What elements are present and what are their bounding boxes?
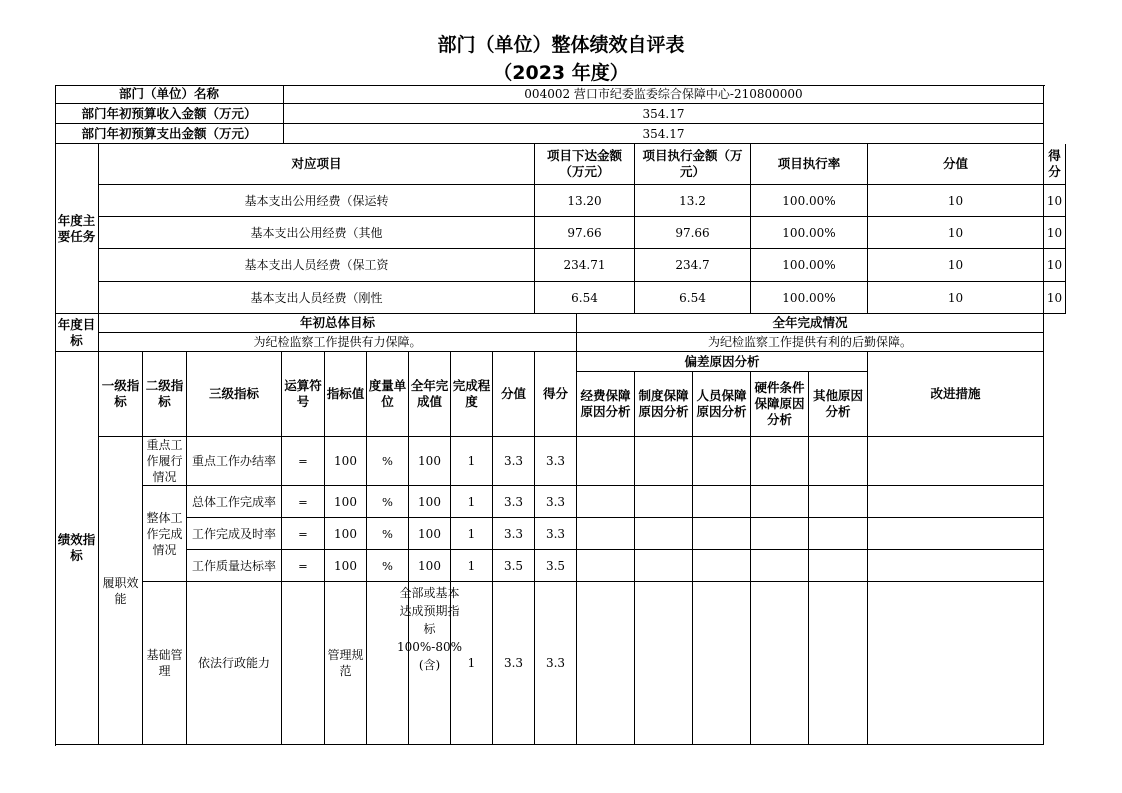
tasks-col-project: 对应项目 [99,144,535,185]
deviation-col-hardware: 硬件条件保障原因分析 [751,372,809,437]
task-project: 基本支出公用经费（其他 [99,217,535,249]
task-executed: 234.7 [635,249,751,282]
operator-cell: = [282,486,325,518]
target-cell: 管理规范 [325,582,367,745]
task-rate: 100.00% [751,282,868,314]
degree-cell: 1 [451,437,493,486]
deviation-col-personnel: 人员保障原因分析 [693,372,751,437]
task-allocated: 234.71 [535,249,635,282]
perf-col-score: 得分 [535,352,577,437]
level1-indicator: 履职效能 [99,437,143,745]
deviation-cell [693,437,751,486]
points-cell: 3.3 [493,437,535,486]
degree-cell: 1 [451,582,493,745]
task-project: 基本支出人员经费（刚性 [99,282,535,314]
operator-cell: = [282,437,325,486]
tasks-col-allocated: 项目下达金额（万元） [535,144,635,185]
perf-col-target: 指标值 [325,352,367,437]
deviation-cell [577,486,635,518]
goals-initial-text: 为纪检监察工作提供有力保障。 [99,333,577,352]
income-label: 部门年初预算收入金额（万元） [55,104,284,124]
score-cell: 3.3 [535,437,577,486]
improvement-header: 改进措施 [868,352,1044,437]
deviation-cell [809,550,868,582]
tasks-col-executed: 项目执行金额（万元） [635,144,751,185]
operator-cell: = [282,518,325,550]
perf-col-level2: 二级指标 [143,352,187,437]
deviation-cell [751,486,809,518]
task-allocated: 97.66 [535,217,635,249]
points-cell: 3.3 [493,582,535,745]
task-executed: 13.2 [635,185,751,217]
perf-col-operator: 运算符号 [282,352,325,437]
tasks-col-rate: 项目执行率 [751,144,868,185]
income-value: 354.17 [284,104,1044,124]
perf-col-level3: 三级指标 [187,352,282,437]
level3-indicator: 工作质量达标率 [187,550,282,582]
target-cell: 100 [325,550,367,582]
deviation-cell [809,486,868,518]
unit-cell: % [367,550,409,582]
deviation-cell [751,582,809,745]
target-cell: 100 [325,486,367,518]
task-points: 10 [868,185,1044,217]
score-cell: 3.5 [535,550,577,582]
level2-indicator: 重点工作履行情况 [143,437,187,486]
task-rate: 100.00% [751,217,868,249]
task-executed: 6.54 [635,282,751,314]
perf-col-points: 分值 [493,352,535,437]
perf-col-degree: 完成程度 [451,352,493,437]
degree-cell: 1 [451,486,493,518]
deviation-cell [751,518,809,550]
score-cell: 3.3 [535,582,577,745]
target-cell: 100 [325,437,367,486]
actual-cell: 100 [409,437,451,486]
deviation-cell [635,486,693,518]
deviation-col-other: 其他原因分析 [809,372,868,437]
task-score: 10 [1044,217,1066,249]
task-allocated: 13.20 [535,185,635,217]
improvement-cell [868,582,1044,745]
operator-cell [282,582,325,745]
improvement-cell [868,518,1044,550]
level2-indicator: 基础管理 [143,582,187,745]
actual-cell: 100 [409,518,451,550]
task-project: 基本支出人员经费（保工资 [99,249,535,282]
task-project: 基本支出公用经费（保运转 [99,185,535,217]
deviation-cell [751,550,809,582]
deviation-col-funding: 经费保障原因分析 [577,372,635,437]
score-cell: 3.3 [535,518,577,550]
expense-value: 354.17 [284,124,1044,144]
target-cell: 100 [325,518,367,550]
perf-section-label: 绩效指标 [55,352,99,745]
deviation-cell [809,518,868,550]
deviation-cell [577,518,635,550]
goals-completion-text: 为纪检监察工作提供有利的后勤保障。 [577,333,1044,352]
level2-indicator: 整体工作完成情况 [143,486,187,582]
deviation-cell [693,518,751,550]
unit-cell: % [367,486,409,518]
tasks-col-points: 分值 [868,144,1044,185]
deviation-cell [809,582,868,745]
task-rate: 100.00% [751,249,868,282]
unit-name-value: 004002 营口市纪委监委综合保障中心-210800000 [284,85,1044,104]
deviation-cell [577,582,635,745]
actual-cell: 全部或基本达成预期指标100%-80%(含) [409,582,451,745]
deviation-cell [577,550,635,582]
task-score: 10 [1044,282,1066,314]
degree-cell: 1 [451,550,493,582]
deviation-header: 偏差原因分析 [577,352,868,372]
level3-indicator: 依法行政能力 [187,582,282,745]
improvement-cell [868,550,1044,582]
goals-section-label: 年度目标 [55,314,99,352]
task-points: 10 [868,217,1044,249]
level3-indicator: 工作完成及时率 [187,518,282,550]
deviation-cell [635,550,693,582]
deviation-col-system: 制度保障原因分析 [635,372,693,437]
deviation-cell [635,582,693,745]
degree-cell: 1 [451,518,493,550]
points-cell: 3.3 [493,518,535,550]
deviation-cell [635,437,693,486]
perf-col-unit: 度量单位 [367,352,409,437]
level3-indicator: 总体工作完成率 [187,486,282,518]
task-score: 10 [1044,249,1066,282]
task-rate: 100.00% [751,185,868,217]
deviation-cell [693,582,751,745]
tasks-section-label: 年度主要任务 [55,144,99,314]
task-points: 10 [868,282,1044,314]
goals-completion-label: 全年完成情况 [577,314,1044,333]
task-executed: 97.66 [635,217,751,249]
document-year: （2023 年度） [493,62,629,84]
unit-cell: % [367,437,409,486]
unit-cell: % [367,518,409,550]
improvement-cell [868,486,1044,518]
goals-initial-label: 年初总体目标 [99,314,577,333]
tasks-col-score: 得分 [1044,144,1066,185]
operator-cell: = [282,550,325,582]
deviation-cell [577,437,635,486]
score-cell: 3.3 [535,486,577,518]
points-cell: 3.3 [493,486,535,518]
level3-indicator: 重点工作办结率 [187,437,282,486]
perf-col-actual: 全年完成值 [409,352,451,437]
deviation-cell [751,437,809,486]
deviation-cell [809,437,868,486]
deviation-cell [693,486,751,518]
deviation-cell [693,550,751,582]
actual-cell: 100 [409,486,451,518]
perf-col-level1: 一级指标 [99,352,143,437]
expense-label: 部门年初预算支出金额（万元） [55,124,284,144]
task-score: 10 [1044,185,1066,217]
unit-name-label: 部门（单位）名称 [55,85,284,104]
actual-cell: 100 [409,550,451,582]
deviation-cell [635,518,693,550]
task-allocated: 6.54 [535,282,635,314]
improvement-cell [868,437,1044,486]
points-cell: 3.5 [493,550,535,582]
task-points: 10 [868,249,1044,282]
document-title: 部门（单位）整体绩效自评表 [437,34,685,56]
